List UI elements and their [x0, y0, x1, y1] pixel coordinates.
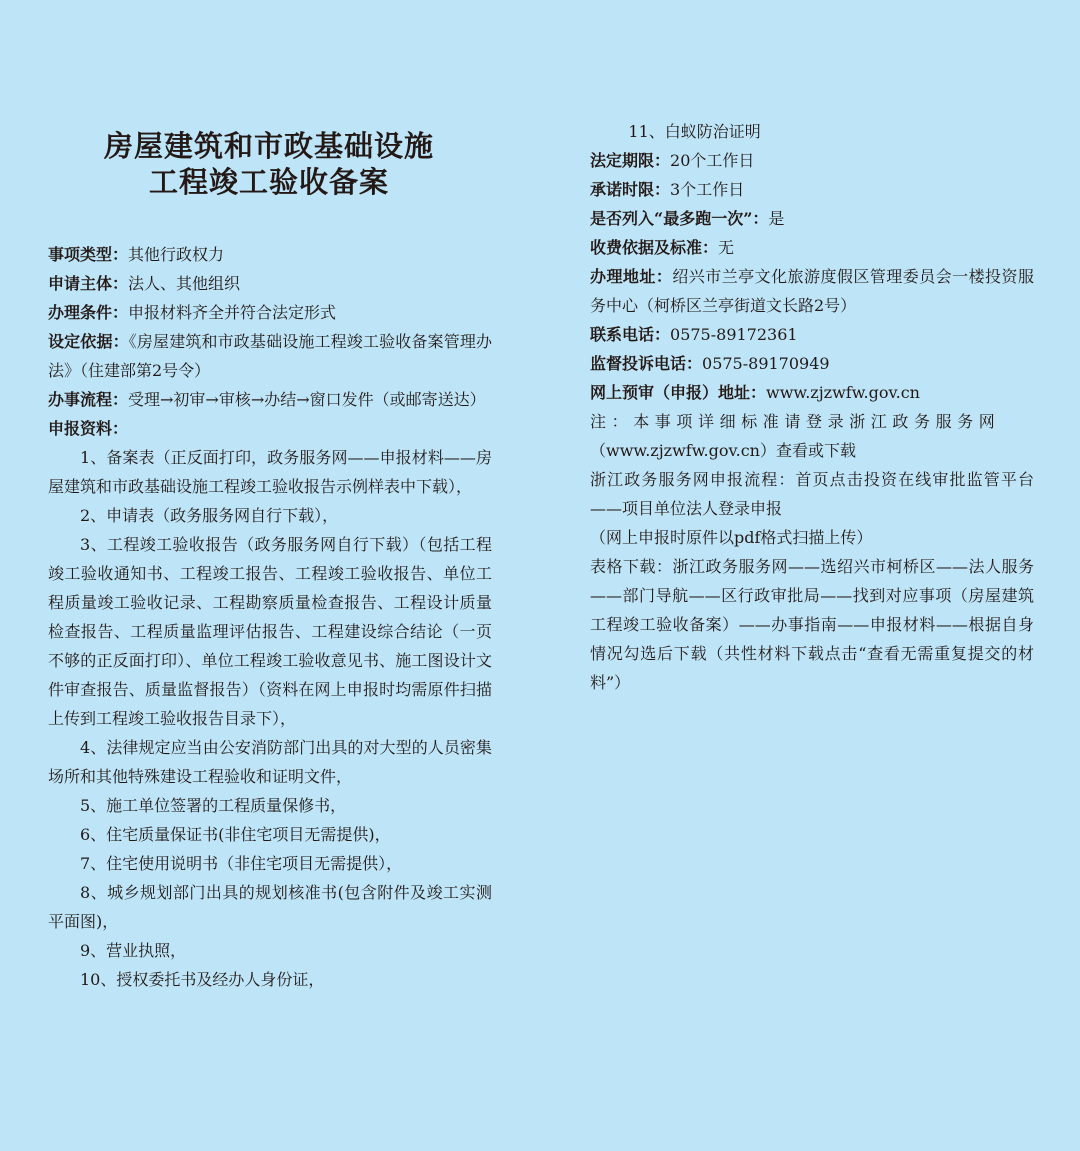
note-line-1: 注：本事项详细标准请登录浙江政务服务网	[590, 412, 1001, 431]
process	[48, 385, 492, 414]
legal-basis-value: 《房屋建筑和市政基础设施工程竣工验收备案管理办法》（住建部第2号令）	[48, 332, 492, 380]
legal-deadline-label: 法定期限：	[590, 151, 671, 170]
office-address-value: 绍兴市兰亭文化旅游度假区管理委员会一楼投资服务中心（柯桥区兰亭街道文长路2号）	[590, 267, 1034, 315]
materials-label: 申报资料：	[48, 419, 129, 438]
office-address-label: 办理地址：	[590, 267, 673, 286]
note-line-2: （www.zjzwfw.gov.cn）查看或下载	[590, 441, 856, 460]
legal-basis	[48, 327, 492, 385]
right-column	[590, 117, 1034, 697]
materials-heading	[48, 414, 492, 443]
material-item-7: 7、住宅使用说明书（非住宅项目无需提供），	[80, 854, 403, 873]
item-type-value: 其他行政权力	[128, 245, 225, 264]
promise-time-value: 3个工作日	[670, 180, 745, 199]
complaint-phone-value: 0575-89170949	[702, 354, 830, 373]
applicant	[48, 269, 492, 298]
condition-label: 办理条件：	[48, 303, 129, 322]
fee-basis	[590, 233, 1034, 262]
process-label: 办事流程：	[48, 390, 129, 409]
legal-basis-label: 设定依据：	[48, 332, 129, 351]
applicant-label: 申请主体：	[48, 274, 129, 293]
legal-deadline-value: 20个工作日	[670, 151, 755, 170]
fee-basis-label: 收费依据及标准：	[590, 238, 719, 257]
complaint-phone	[590, 349, 1034, 378]
item-type	[48, 240, 492, 269]
promise-time-label: 承诺时限：	[590, 180, 671, 199]
online-flow: 浙江政务服务网申报流程：首页点击投资在线审批监管平台——项目单位法人登录申报	[590, 470, 1034, 518]
material-item-2: 2、申请表（政务服务网自行下载），	[80, 506, 339, 525]
item-type-label: 事项类型：	[48, 245, 129, 264]
online-address-label: 网上预审（申报）地址：	[590, 383, 767, 402]
material-item-4: 4、法律规定应当由公安消防部门出具的对大型的人员密集场所和其他特殊建设工程验收和证明文件，	[48, 738, 492, 786]
title-line-1: 房屋建筑和市政基础设施	[103, 129, 434, 163]
fee-basis-value: 无	[718, 238, 735, 257]
legal-deadline	[590, 146, 1034, 175]
forms-download: 表格下载：浙江政务服务网——选绍兴市柯桥区——法人服务——部门导航——区行政审批局——找到对应事项（房屋建筑工程竣工验收备案）——办事指南——申报材料——根据自身情况勾选后下载（共性材料下载点击“查看无需重复提交的材料”）	[590, 557, 1034, 692]
applicant-value: 法人、其他组织	[128, 274, 241, 293]
material-item-5: 5、施工单位签署的工程质量保修书，	[80, 796, 347, 815]
material-item-1: 1、备案表（正反面打印，政务服务网——申报材料——房屋建筑和市政基础设施工程竣工验收报告示例样表中下载），	[48, 448, 492, 496]
run-once-value: 是	[768, 209, 785, 228]
page-title	[48, 128, 490, 200]
online-address	[590, 378, 1034, 407]
office-address	[590, 262, 1034, 320]
online-address-link[interactable]: www.zjzwfw.gov.cn	[766, 383, 920, 402]
material-item-10: 10、授权委托书及经办人身份证，	[80, 970, 325, 989]
material-item-3: 3、工程竣工验收报告（政务服务网自行下载）（包括工程竣工验收通知书、工程竣工报告、工程竣工验收报告、单位工程质量竣工验收记录、工程勘察质量检查报告、工程设计质量检查报告、工程质量监理评估报告、工程建设综合结论（一页不够的正反面打印）、单位工程竣工验收意见书、施工图设计文件审查报告、质量监督报告）（资料在网上申报时均需原件扫描上传到工程竣工验收报告目录下），	[48, 535, 492, 728]
online-flow-note: （网上申报时原件以pdf格式扫描上传）	[590, 528, 873, 547]
title-line-2: 工程竣工验收备案	[148, 165, 389, 199]
material-item-11: 11、白蚁防治证明	[628, 122, 761, 141]
material-item-9: 9、营业执照，	[80, 941, 187, 960]
material-item-8: 8、城乡规划部门出具的规划核准书(包含附件及竣工实测平面图)，	[48, 883, 492, 931]
condition-value: 申报材料齐全并符合法定形式	[128, 303, 337, 322]
contact-phone	[590, 320, 1034, 349]
run-once-label: 是否列入“最多跑一次”：	[590, 209, 769, 228]
process-value: 受理→初审→审核→办结→窗口发件（或邮寄送达）	[128, 390, 486, 409]
condition	[48, 298, 492, 327]
run-once	[590, 204, 1034, 233]
material-item-6: 6、住宅质量保证书(非住宅项目无需提供)，	[80, 825, 391, 844]
complaint-phone-label: 监督投诉电话：	[590, 354, 703, 373]
contact-phone-label: 联系电话：	[590, 325, 671, 344]
contact-phone-value: 0575-89172361	[670, 325, 798, 344]
promise-time	[590, 175, 1034, 204]
left-column	[48, 240, 492, 994]
